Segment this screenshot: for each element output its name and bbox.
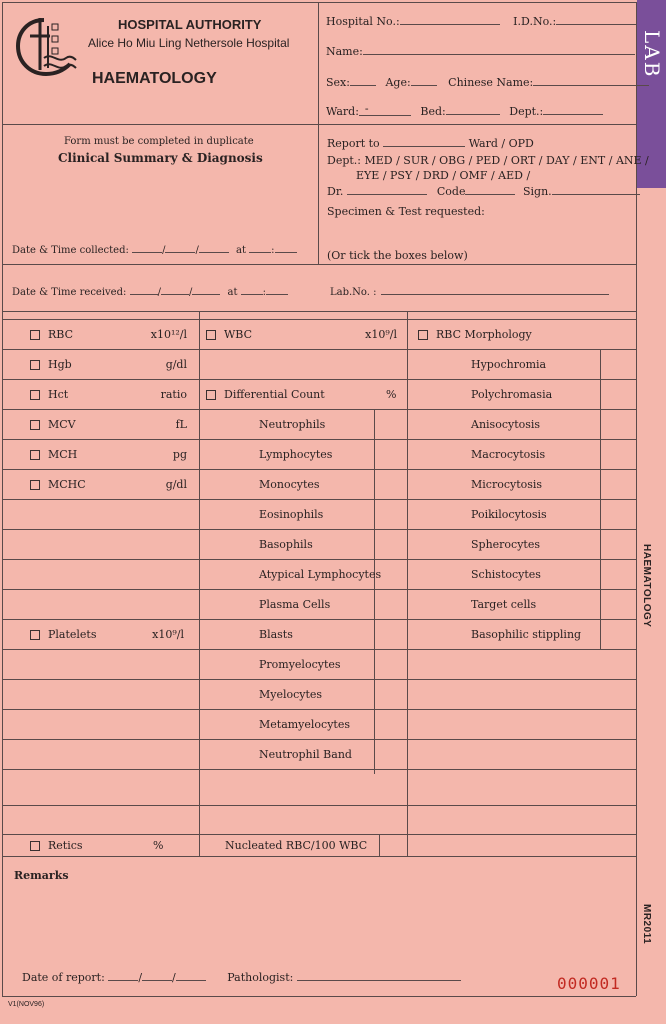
serial-number: 000001	[557, 974, 621, 993]
tick-note: (Or tick the boxes below)	[327, 249, 468, 262]
diff-item: Neutrophil Band	[259, 748, 352, 761]
test-label-wbc: WBC	[224, 328, 253, 341]
hospital-logo	[14, 14, 80, 80]
sex-age-field[interactable]: Sex: Age: Chinese Name:	[326, 75, 649, 89]
morphology-item: Polychromasia	[471, 388, 553, 401]
test-label-mch: MCH	[48, 448, 78, 461]
morphology-item: Poikilocytosis	[471, 508, 547, 521]
morphology-item: Spherocytes	[471, 538, 541, 551]
date-of-report-field[interactable]: Date of report: / / Pathologist:	[22, 970, 461, 984]
test-label-mcv: MCV	[48, 418, 76, 431]
date-received-field[interactable]: Date & Time received: / / at :	[12, 284, 288, 298]
checkbox-retics[interactable]	[30, 841, 40, 851]
test-label-hct: Hct	[48, 388, 69, 401]
test-label-retics: Retics	[48, 839, 83, 852]
morphology-item: Anisocytosis	[471, 418, 541, 431]
test-unit-mch: pg	[172, 448, 187, 461]
diff-item: Myelocytes	[259, 688, 323, 701]
nucleated-rbc-label: Nucleated RBC/100 WBC	[225, 839, 368, 852]
morphology-item: Basophilic stippling	[471, 628, 582, 641]
test-unit-wbc: x10⁹/l	[365, 328, 397, 341]
morphology-item: Hypochromia	[471, 358, 547, 371]
name-field[interactable]: Name:	[326, 44, 635, 58]
diff-item: Atypical Lymphocytes	[259, 568, 382, 581]
clinical-summary-title: Clinical Summary & Diagnosis	[58, 151, 263, 165]
test-label-hgb: Hgb	[48, 358, 72, 371]
test-unit-retics: %	[153, 839, 164, 852]
doctor-field[interactable]: Dr. Code Sign.	[327, 184, 640, 198]
remarks-label: Remarks	[14, 869, 69, 882]
test-unit-hgb: g/dl	[165, 358, 187, 371]
date-collected-field[interactable]: Date & Time collected: / / at :	[12, 242, 297, 256]
test-unit-rbc: x10¹²/l	[150, 328, 187, 341]
diff-item: Plasma Cells	[259, 598, 331, 611]
diff-item: Metamyelocytes	[259, 718, 350, 731]
diff-item: Monocytes	[259, 478, 320, 491]
lab-tab-label: LAB	[640, 30, 664, 79]
haematology-side-label: HAEMATOLOGY	[641, 544, 652, 628]
test-label-differential: Differential Count	[224, 388, 325, 401]
test-unit-mchc: g/dl	[165, 478, 187, 491]
checkbox-differential[interactable]	[206, 390, 216, 400]
lab-no-field[interactable]: Lab.No. :	[330, 284, 609, 298]
diff-item: Eosinophils	[259, 508, 324, 521]
form-code: MR2011	[641, 904, 652, 945]
dept-options-line2: EYE / PSY / DRD / OMF / AED /	[356, 169, 531, 182]
form-version: V1(NOV96)	[8, 1001, 45, 1008]
morphology-item: Microcytosis	[471, 478, 543, 491]
diff-item: Promyelocytes	[259, 658, 341, 671]
ward-bed-field[interactable]: Ward: - Bed: Dept.:	[326, 104, 603, 118]
test-label-rbc: RBC	[48, 328, 73, 341]
morphology-item: Macrocytosis	[471, 448, 546, 461]
specimen-label: Specimen & Test requested:	[327, 205, 485, 218]
test-unit-platelets: x10⁹/l	[152, 628, 184, 641]
test-unit-hct: ratio	[160, 388, 187, 401]
diff-item: Lymphocytes	[259, 448, 333, 461]
morphology-item: Target cells	[471, 598, 537, 611]
diff-item: Basophils	[259, 538, 313, 551]
ward-value: -	[364, 102, 369, 115]
hospital-no-field[interactable]: Hospital No.: I.D.No.:	[326, 14, 636, 28]
test-label-mchc: MCHC	[48, 478, 86, 491]
test-label-rbc-morphology: RBC Morphology	[436, 328, 532, 341]
report-to-field[interactable]: Report to Ward / OPD	[327, 137, 534, 150]
diff-item: Neutrophils	[259, 418, 326, 431]
hospital-logo-icon	[14, 14, 80, 80]
test-unit-mcv: fL	[175, 418, 187, 431]
test-label-platelets: Platelets	[48, 628, 97, 641]
department-title: HAEMATOLOGY	[92, 70, 217, 87]
duplicate-note: Form must be completed in duplicate	[64, 136, 254, 147]
diff-item: Blasts	[259, 628, 293, 641]
hospital-name: Alice Ho Miu Ling Nethersole Hospital	[88, 36, 290, 50]
dept-options-line1: Dept.: MED / SUR / OBG / PED / ORT / DAY / ENT / ANE /	[327, 154, 649, 167]
morphology-item: Schistocytes	[471, 568, 541, 581]
test-unit-differential: %	[386, 388, 397, 401]
checkbox-rbc-morphology[interactable]	[418, 330, 428, 340]
authority-title: HOSPITAL AUTHORITY	[118, 17, 262, 32]
